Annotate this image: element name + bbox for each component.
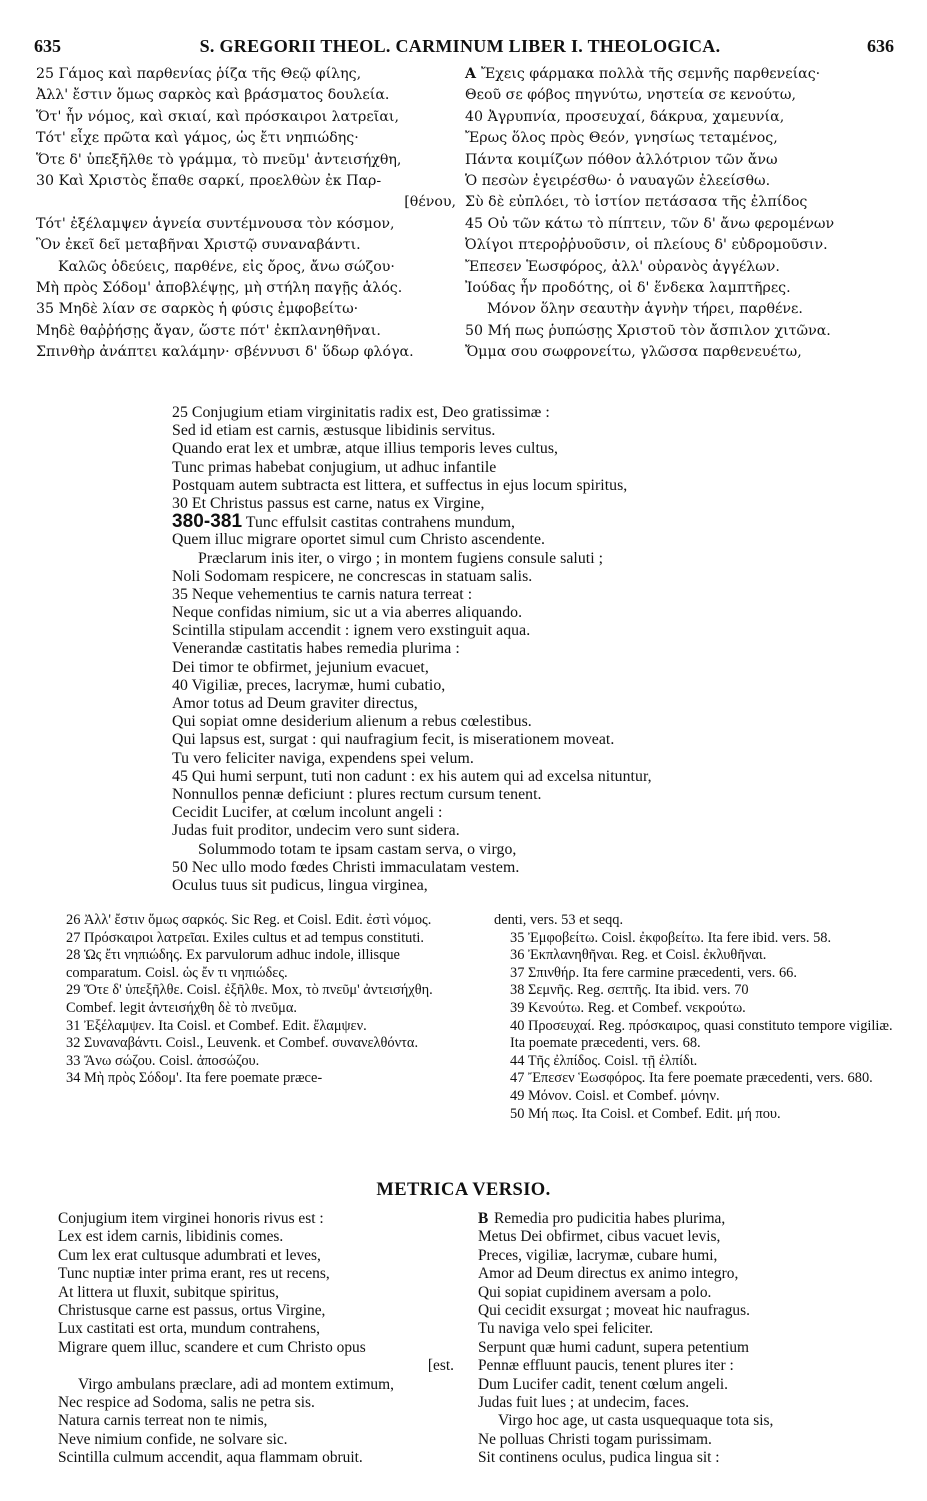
footnote: 35 Ἐμφοβείτω. Coisl. ἐκφοβείτω. Ita fere ibid. vers. 58.	[510, 929, 832, 946]
greek-line: Ὄμμα σου σωφρονείτω, γλῶσσα παρθενευέτω,	[465, 344, 802, 361]
greek-line: Ὁ πεσὼν ἐγειρέσθω· ὁ ναυαγῶν ἐλεείσθω.	[465, 172, 771, 189]
latin-line: Tu vero feliciter naviga, expendens spei velum.	[172, 749, 474, 767]
greek-line: Μὴ πρὸς Σόδομ' ἀποβλέψῃς, μὴ στήλη παγῇς ἁλός.	[36, 279, 403, 296]
latin-line: Quem illuc migrare oportet simul cum Christo ascendente.	[172, 531, 546, 549]
greek-line: Θεοῦ σε φόβος πηγνύτω, νηστεία σε κενούτω,	[465, 87, 797, 104]
running-header	[26, 36, 894, 60]
footnote: 44 Τῆς ἐλπίδος. Coisl. τῇ ἐλπίδι.	[510, 1052, 698, 1069]
greek-line: Ὀλίγοι πτεροῤῥυοῦσιν, οἱ πλείους δ' εὐδρομοῦσιν.	[465, 237, 828, 254]
greek-line-continuation: [θένου,	[404, 194, 456, 211]
footnote: 31 Ἐξέλαμψεν. Ita Coisl. et Combef. Edit. ἔλαμψεν.	[66, 1017, 367, 1034]
latin-line: 50 Nec ullo modo fœdes Christi immaculatam vestem.	[172, 858, 520, 876]
greek-text-right-column	[465, 64, 895, 363]
greek-line: 45 Οὐ τῶν κάτω τὸ πίπτειν, τῶν δ' ἄνω φερομένων	[465, 215, 835, 232]
latin-line: Postquam autem subtracta est littera, et suffectus in ejus locum spiritus,	[172, 476, 628, 494]
greek-line: Ἔρως ὅλος πρὸς Θεόν, γνησίως τεταμένος,	[465, 130, 778, 147]
metrica-versio-right	[478, 1210, 898, 1467]
latin-line: 25 Conjugium etiam virginitatis radix est, Deo gratissimæ :	[172, 404, 550, 421]
verse-line: At littera ut fluxit, subitque spiritus,	[58, 1283, 280, 1301]
verse-line: Judas fuit lues ; at undecim, faces.	[478, 1393, 690, 1411]
greek-line: Τότ' εἶχε πρῶτα καὶ γάμος, ὡς ἔτι νηπιώδης·	[36, 130, 359, 147]
footnote: 27 Πρόσκαιροι λατρεῖαι. Exiles cultus et ad tempus constituti.	[66, 929, 424, 946]
footnote: 29 Ὅτε δ' ὑπεξῆλθε. Coisl. ἐξῆλθε. Mox, τὸ πνεῦμ' ἀντεισήχθη. Combef. legit ἀντεισήχθη δὲ τὸ πνεῦμα.	[66, 982, 433, 1016]
footnote: 38 Σεμνῆς. Reg. σεπτῆς. Ita ibid. vers. 70	[510, 982, 749, 999]
footnote: 50 Μή πως. Ita Coisl. et Combef. Edit. μή που.	[510, 1105, 781, 1122]
page-number-right: 636	[867, 36, 894, 56]
column-number: 380-381	[172, 511, 243, 533]
page-number-left: 635	[34, 36, 61, 56]
greek-line: Ὅτ' ἦν νόμος, καὶ σκιαί, καὶ πρόσκαιροι λατρεῖαι,	[36, 108, 399, 125]
footnotes-left-column	[50, 912, 475, 1088]
greek-line: 50 Μή πως ῥυπώσῃς Χριστοῦ τὸν ἄσπιλον χιτῶνα.	[465, 322, 831, 339]
verse-line: Migrare quem illuc, scandere et cum Christo opus	[58, 1338, 366, 1356]
latin-line: Quando erat lex et umbræ, atque illius temporis leves cultus,	[172, 440, 559, 458]
verse-line: Ne polluas Christi togam purissimam.	[478, 1430, 712, 1448]
greek-line: 30 Καὶ Χριστὸς ἔπαθε σαρκί, προελθὼν ἐκ Παρ-	[36, 172, 382, 189]
footnote: denti, vers. 53 et seqq.	[494, 912, 624, 928]
verse-line: Lex est idem carnis, libidinis comes.	[58, 1228, 284, 1246]
greek-line: 35 Μηδὲ λίαν σε σαρκὸς ἡ φύσις ἐμφοβείτω·	[36, 301, 359, 318]
latin-line: Qui lapsus est, surgat : qui naufragium fecit, is miserationem moveat.	[172, 731, 615, 749]
verse-line: Lux castitati est orta, mundum contrahens,	[58, 1320, 321, 1338]
greek-line: Μόνον ὅλην σεαυτὴν ἁγνὴν τήρει, παρθένε.	[487, 301, 803, 318]
greek-line: Σὺ δὲ εὐπλόει, τὸ ἱστίον πετάσασα τῆς ἐλπίδος	[465, 194, 808, 211]
metrica-versio-left	[58, 1210, 476, 1467]
column-marker-b: B	[478, 1210, 489, 1227]
greek-line: Καλῶς ὁδεύεις, παρθένε, εἰς ὄρος, ἄνω σώζου·	[58, 258, 395, 275]
verse-line: Cum lex erat cultusque adumbrati et leves,	[58, 1246, 321, 1264]
latin-line: 40 Vigiliæ, preces, lacrymæ, humi cubatio,	[172, 676, 446, 694]
latin-translation	[172, 404, 812, 895]
footnote: 47 Ἔπεσεν Ἑωσφόρος. Ita fere poemate præcedenti, vers. 680.	[510, 1070, 873, 1087]
greek-line: Πάντα κοιμίζων πόθον ἀλλότριον τῶν ἄνω	[465, 151, 778, 168]
verse-line: Nec respice ad Sodoma, salis ne petra sis.	[58, 1393, 315, 1411]
verse-line: Qui sopiat cupidinem aversam a polo.	[478, 1283, 712, 1301]
footnote: 34 Μὴ πρὸς Σόδομ'. Ita fere poemate præce-	[66, 1070, 323, 1087]
footnote: 36 Ἐκπλανηθῆναι. Reg. et Coisl. ἐκλυθῆναι.	[510, 947, 767, 964]
verse-line: B Remedia pro pudicitia habes plurima,	[478, 1210, 726, 1227]
verse-line: Sit continens oculus, pudica lingua sit :	[478, 1449, 720, 1467]
latin-line: Qui sopiat omne desiderium alienum a rebus cœlestibus.	[172, 713, 532, 731]
verse-line: Qui cecidit exsurgat ; moveat hic naufragus.	[478, 1301, 750, 1319]
footnote: 37 Σπινθήρ. Ita fere carmine præcedenti, vers. 66.	[510, 964, 797, 981]
footnote: 28 Ὡς ἔτι νηπιώδης. Ex parvulorum adhuc indole, illisque comparatum. Coisl. ὡς ἔν τι νηπιώδες.	[66, 947, 400, 981]
greek-line: Ἰούδας ἦν προδότης, οἱ δ' ἕνδεκα λαμπτῆρες.	[465, 279, 791, 296]
verse-line: Virgo ambulans præclare, adi ad montem extimum,	[78, 1375, 394, 1393]
latin-line: Amor totus ad Deum graviter directus,	[172, 695, 418, 712]
footnote: 33 Ἄνω σώζου. Coisl. ἀποσώζου.	[66, 1052, 260, 1069]
latin-line: 45 Qui humi serpunt, tuti non cadunt : ex his autem qui ad excelsa nituntur,	[172, 767, 652, 785]
verse-line: Virgo hoc age, ut casta usquequaque tota sis,	[498, 1412, 774, 1430]
latin-line: 30 Et Christus passus est carne, natus ex Virgine,	[172, 494, 485, 512]
footnotes-right-column	[494, 912, 904, 1123]
greek-line: Τότ' ἐξέλαμψεν ἁγνεία συντέμνουσα τὸν κόσμον,	[36, 215, 395, 232]
page-title: S. GREGORII THEOL. CARMINUM LIBER I. THEOLOGICA.	[199, 36, 721, 56]
verse-line: Amor ad Deum directus ex animo integro,	[478, 1265, 739, 1283]
verse-line: Tu naviga velo spei feliciter.	[478, 1320, 654, 1338]
footnote: 40 Προσευχαί. Reg. πρόσκαιρος, quasi constituto tempore vigiliæ. Ita poemate præcedenti, vers. 68.	[510, 1017, 893, 1052]
verse-line-continuation: [est.	[427, 1357, 454, 1375]
verse-line: Christusque carne est passus, ortus Virgine,	[58, 1301, 326, 1319]
verse-line: Metus Dei obfirmet, cibus vacuet levis,	[478, 1228, 721, 1246]
greek-text-left-column	[36, 64, 462, 363]
greek-line: Ἔπεσεν Ἑωσφόρος, ἀλλ' οὐρανὸς ἀγγέλων.	[465, 258, 780, 275]
greek-line: 40 Ἀγρυπνία, προσευχαί, δάκρυα, χαμευνία,	[465, 108, 785, 125]
verse-line: Serpunt quæ humi cadunt, supera petentium	[478, 1338, 749, 1356]
latin-line: Sed id etiam est carnis, æstusque libidinis servitus.	[172, 422, 496, 440]
latin-line: Noli Sodomam respicere, ne concrescas in statuam salis.	[172, 567, 533, 585]
verse-line: Preces, vigiliæ, lacrymæ, cubare humi,	[478, 1246, 718, 1264]
verse-line: Dum Lucifer cadit, tenent cœlum angeli.	[478, 1375, 729, 1393]
footnote: 26 Ἀλλ' ἔστιν ὅμως σαρκός. Sic Reg. et Coisl. Edit. ἐστὶ νόμος.	[66, 912, 432, 928]
verse-line: Tunc nuptiæ inter prima erant, res ut recens,	[58, 1265, 330, 1283]
verse-line: Pennæ effluunt paucis, tenent plures iter :	[478, 1357, 734, 1375]
greek-line: A Ἔχεις φάρμακα πολλὰ τῆς σεμνῆς παρθενείας·	[465, 64, 895, 85]
latin-line: Dei timor te obfirmet, jejunium evacuet,	[172, 658, 429, 676]
footnote: 49 Μόνον. Coisl. et Combef. μόνην.	[510, 1087, 720, 1104]
latin-line: 35 Neque vehementius te carnis natura terreat :	[172, 585, 473, 603]
latin-line: Præclarum inis iter, o virgo ; in montem fugiens consule saluti ;	[198, 549, 604, 567]
greek-line: 25 Γάμος καὶ παρθενίας ῥίζα τῆς Θεῷ φίλης,	[36, 66, 362, 82]
latin-line: Nonnullos pennæ deficiunt : plures rectum cursum tenent.	[172, 785, 542, 803]
greek-line: Ὅτε δ' ὑπεξῆλθε τὸ γράμμα, τὸ πνεῦμ' ἀντεισήχθη,	[36, 151, 402, 168]
greek-line: Ὃν ἐκεῖ δεῖ μεταβῆναι Χριστῷ συναναβάντι.	[36, 237, 361, 254]
verse-line: Scintilla culmum accendit, aqua flammam obruit.	[58, 1449, 363, 1467]
latin-line: Cecidit Lucifer, at cœlum incolunt angeli :	[172, 804, 443, 822]
verse-line: Natura carnis terreat non te nimis,	[58, 1412, 268, 1430]
latin-line: Solummodo totam te ipsam castam serva, o virgo,	[198, 840, 517, 858]
latin-line: 380-381 Tunc effulsit castitas contrahens mundum,	[172, 511, 516, 533]
latin-line: Tunc primas habebat conjugium, ut adhuc infantile	[172, 458, 497, 476]
greek-line: Μηδὲ θαῤῥήσῃς ἄγαν, ὥστε πότ' ἐκπλανηθῆναι.	[36, 322, 381, 339]
greek-line: Ἀλλ' ἔστιν ὅμως σαρκὸς καὶ βράσματος δουλεία.	[36, 87, 390, 104]
greek-line: Σπινθὴρ ἀνάπτει καλάμην· σβέννυσι δ' ὕδωρ φλόγα.	[36, 344, 414, 361]
latin-line: Oculus tuus sit pudicus, lingua virginea,	[172, 876, 428, 894]
latin-line: Neque confidas nimium, sic ut a via aberres aliquando.	[172, 604, 523, 622]
verse-line: Neve nimium confide, ne solvare sic.	[58, 1430, 288, 1448]
latin-line: Venerandæ castitatis habes remedia plurima :	[172, 640, 460, 658]
latin-line: Scintilla stipulam accendit : ignem vero exstinguit aqua.	[172, 622, 531, 640]
verse-line: Conjugium item virginei honoris rivus est :	[58, 1210, 324, 1227]
footnote: 39 Κενούτω. Reg. et Combef. νεκρούτω.	[510, 999, 746, 1016]
latin-line: Judas fuit proditor, undecim vero sunt sidera.	[172, 822, 460, 840]
footnote: 32 Συναναβάντι. Coisl., Leuvenk. et Combef. συνανελθόντα.	[66, 1035, 419, 1052]
section-heading: METRICA VERSIO.	[376, 1180, 551, 1200]
column-marker-a: A	[465, 66, 477, 82]
